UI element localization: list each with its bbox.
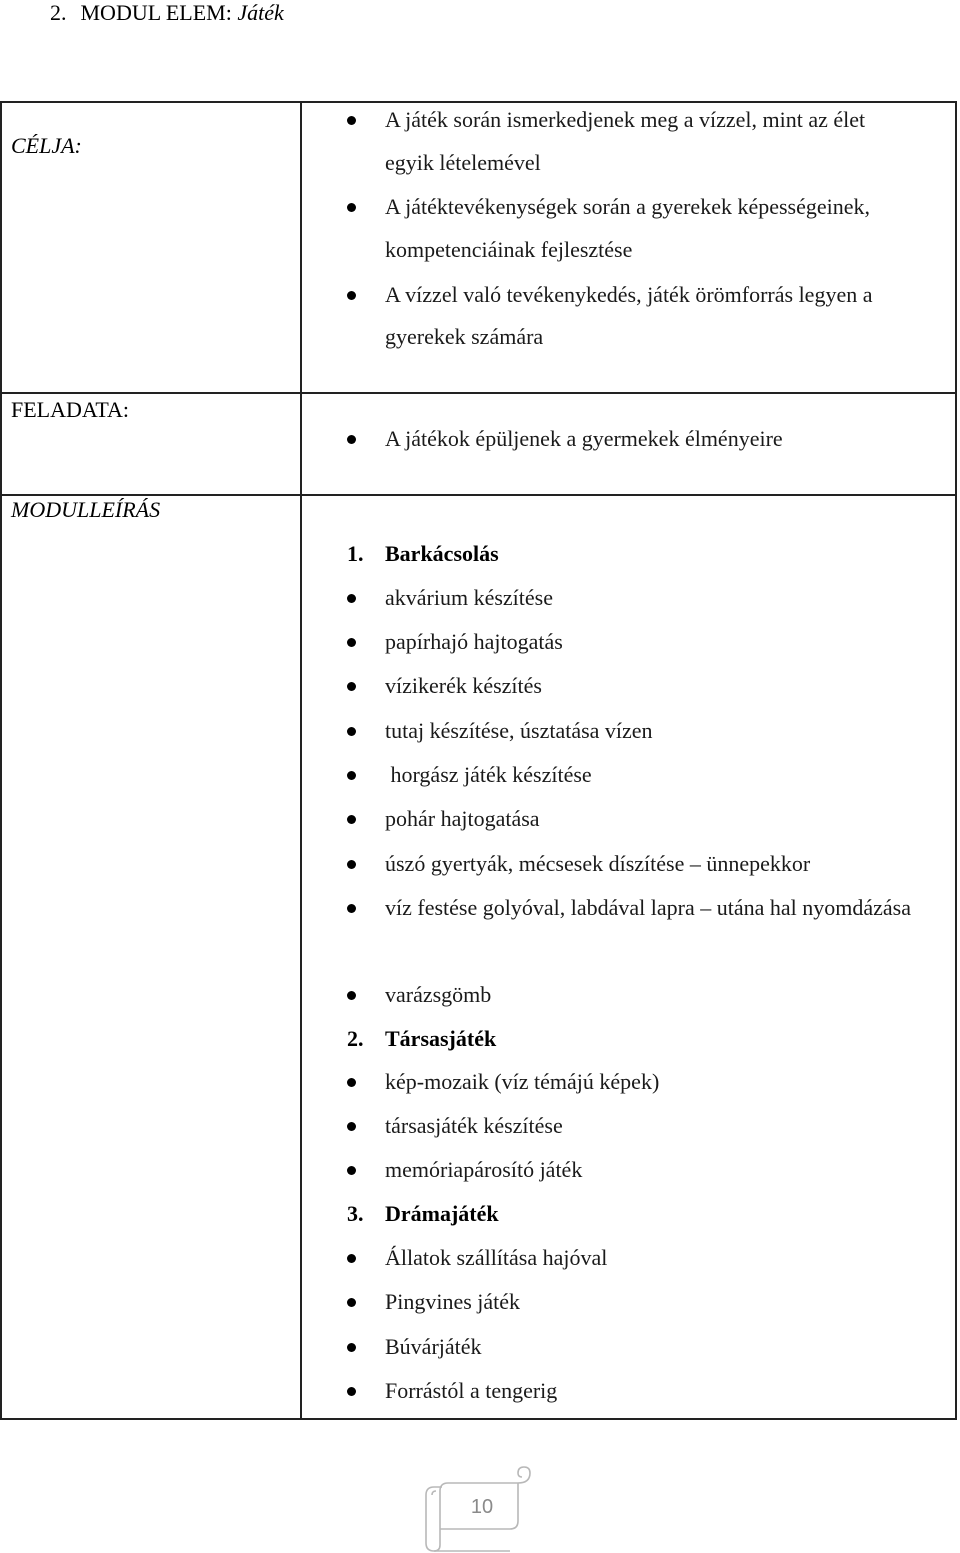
bullet <box>347 727 356 736</box>
row-divider-celja <box>2 392 955 394</box>
feladata-item: A játékok épüljenek a gyermekek élményeire <box>385 426 783 451</box>
bullet <box>347 1122 356 1131</box>
list-item: kép-mozaik (víz témájú képek) <box>385 1069 660 1094</box>
celja-item-3-line-2: gyerekek számára <box>385 324 544 349</box>
column-divider <box>300 103 302 1418</box>
bullet <box>347 435 356 444</box>
bullet <box>347 1166 356 1175</box>
modulleiras-label: MODULLEÍRÁS <box>11 497 161 522</box>
list-item-justified <box>385 895 943 929</box>
list-item: vízikerék készítés <box>385 673 542 698</box>
section-number: 2. <box>347 1026 364 1051</box>
text: A játék során ismerkedjenek meg a vízzel, mint az élet <box>385 107 866 132</box>
section-number: 1. <box>347 541 364 566</box>
bullet <box>347 291 356 300</box>
module-number: 2. <box>50 0 67 25</box>
list-item: memóriapárosító játék <box>385 1157 583 1182</box>
bullet <box>347 860 356 869</box>
row-divider-feladata <box>2 494 955 496</box>
bullet <box>347 1078 356 1087</box>
celja-label: CÉLJA: <box>11 133 82 158</box>
module-label: MODUL ELEM: <box>80 0 232 25</box>
list-item: úszó gyertyák, mécsesek díszítése – ünnepekkor <box>385 851 811 876</box>
bullet <box>347 904 356 913</box>
list-item: horgász játék készítése <box>385 762 592 787</box>
list-item: varázsgömb <box>385 982 492 1007</box>
section-title: Barkácsolás <box>385 541 499 566</box>
module-heading <box>50 0 284 26</box>
list-item: papírhajó hajtogatás <box>385 629 563 654</box>
list-item: Forrástól a tengerig <box>385 1378 558 1403</box>
page-number: 10 <box>470 1496 494 1518</box>
list-item: pohár hajtogatása <box>385 806 540 831</box>
bullet <box>347 116 356 125</box>
bullet <box>347 815 356 824</box>
bullet <box>347 991 356 1000</box>
list-item: társasjáték készítése <box>385 1113 563 1138</box>
list-item: Pingvines játék <box>385 1289 521 1314</box>
section-number: 3. <box>347 1201 364 1226</box>
bullet <box>347 1254 356 1263</box>
list-item: Állatok szállítása hajóval <box>385 1245 608 1270</box>
feladata-label: FELADATA: <box>11 397 130 422</box>
bullet <box>347 203 356 212</box>
list-item: Búvárjáték <box>385 1334 482 1359</box>
celja-item-3-line-1: A vízzel való tevékenykedés, játék örömforrás legyen a <box>385 282 873 307</box>
bullet <box>347 682 356 691</box>
celja-item-1-line-2: egyik lételemével <box>385 150 541 175</box>
module-title: Játék <box>237 0 284 25</box>
section-title: Társasjáték <box>385 1026 497 1051</box>
list-item: akvárium készítése <box>385 585 553 610</box>
bullet <box>347 771 356 780</box>
bullet <box>347 1298 356 1307</box>
bullet <box>347 1387 356 1396</box>
bullet <box>347 638 356 647</box>
bullet <box>347 1343 356 1352</box>
list-item: tutaj készítése, úsztatása vízen <box>385 718 653 743</box>
bullet <box>347 594 356 603</box>
text: víz festése golyóval, labdával lapra – utána hal nyomdázása <box>385 895 911 920</box>
celja-item-2-line-1: A játéktevékenységek során a gyerekek képességeinek, <box>385 194 871 219</box>
celja-item-2-line-2: kompetenciáinak fejlesztése <box>385 237 633 262</box>
celja-item-1-line-1 <box>385 107 943 133</box>
section-title: Drámajáték <box>385 1201 499 1226</box>
